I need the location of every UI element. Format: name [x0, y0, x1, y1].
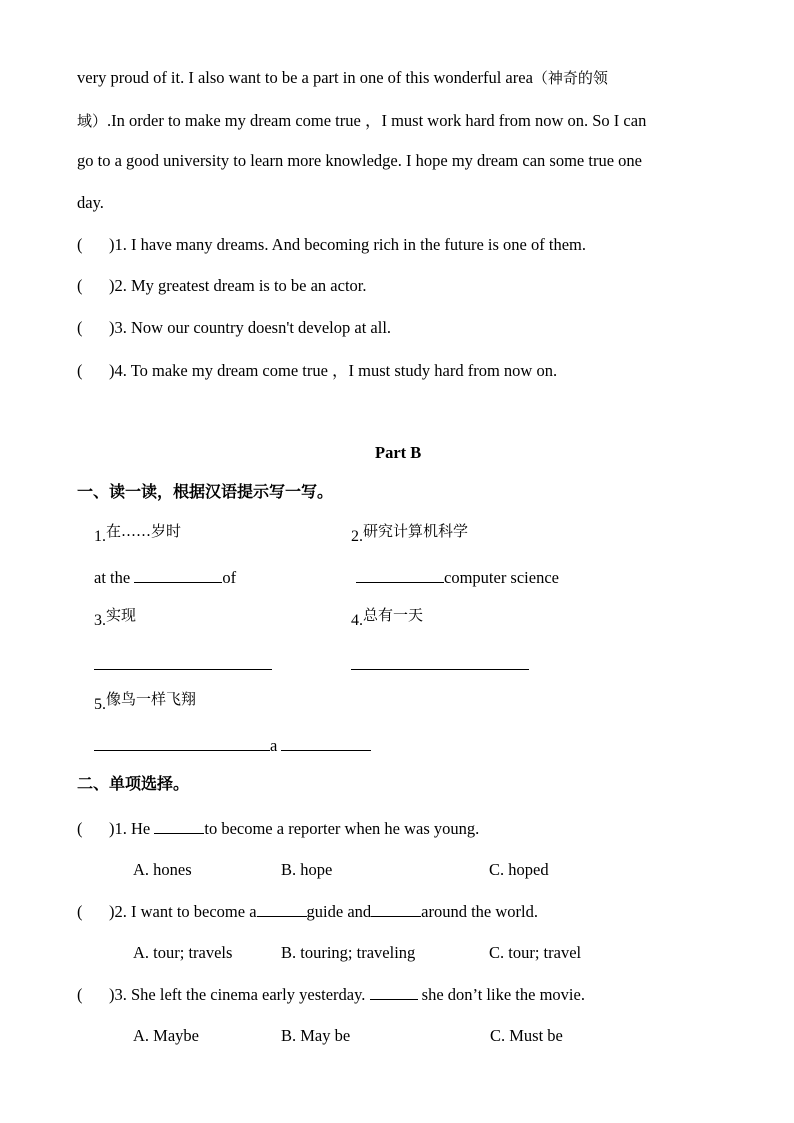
- section-1-title: 一、读一读，根据汉语提示写一写。: [77, 482, 334, 501]
- item-mid-text: a: [270, 736, 282, 755]
- answer-paren[interactable]: (: [77, 819, 83, 838]
- question-mid-text: guide and: [306, 902, 372, 921]
- answer-paren[interactable]: (: [77, 361, 83, 380]
- mc-question-2: [77, 901, 538, 922]
- item-4-prompt: [351, 606, 424, 631]
- mc-2-option-c[interactable]: C. tour; travel: [489, 943, 582, 962]
- mc-1-option-a[interactable]: A. hones: [133, 860, 192, 879]
- tf-question-3: [77, 318, 391, 338]
- answer-blank[interactable]: [257, 901, 307, 917]
- item-4-answer-blank[interactable]: [351, 669, 529, 670]
- tf-question-1: [77, 235, 586, 255]
- item-chinese-hint: 在……岁时: [106, 522, 182, 540]
- tf-question-text: )2. My greatest dream is to be an actor.: [109, 276, 367, 295]
- item-number: 3.: [94, 612, 106, 629]
- passage-line-2: [77, 111, 646, 131]
- passage-line-1-cjk: （神奇的领: [532, 69, 608, 87]
- item-post-text: computer science: [444, 568, 559, 587]
- section-2-title: 二、单项选择。: [77, 774, 190, 793]
- item-chinese-hint: 总有一天: [363, 606, 424, 624]
- answer-blank[interactable]: [371, 901, 421, 917]
- mc-3-option-a[interactable]: A. Maybe: [133, 1026, 199, 1045]
- answer-paren[interactable]: (: [77, 318, 83, 337]
- mc-1-option-b[interactable]: B. hope: [281, 860, 333, 879]
- passage-line-1-text: very proud of it. I also want to be a part in one of this wonderful area: [77, 68, 533, 87]
- tf-question-text: )3. Now our country doesn't develop at all.: [109, 318, 392, 337]
- item-chinese-hint: 研究计算机科学: [363, 522, 469, 540]
- question-post-text: she don’t like the movie.: [417, 985, 585, 1004]
- mc-2-option-b[interactable]: B. touring; traveling: [281, 943, 416, 962]
- item-3-answer-blank[interactable]: [94, 669, 272, 670]
- tf-question-4: [77, 361, 557, 381]
- mc-3-option-b[interactable]: B. May be: [281, 1026, 351, 1045]
- item-chinese-hint: 实现: [106, 606, 137, 624]
- mc-question-3: [77, 984, 585, 1005]
- item-1-answer-line: [94, 567, 236, 588]
- answer-blank[interactable]: [370, 984, 418, 1000]
- item-number: 5.: [94, 696, 106, 713]
- item-3-prompt: [94, 606, 137, 631]
- passage-line-1: [77, 68, 608, 88]
- item-2-prompt: [351, 522, 469, 547]
- question-post-text: to become a reporter when he was young.: [204, 819, 480, 838]
- item-number: 1.: [94, 528, 106, 545]
- answer-paren[interactable]: (: [77, 276, 83, 295]
- question-pre-text: )2. I want to become a: [109, 902, 257, 921]
- answer-blank[interactable]: [281, 735, 371, 751]
- answer-paren[interactable]: (: [77, 902, 83, 921]
- answer-blank[interactable]: [356, 567, 444, 583]
- item-number: 4.: [351, 612, 363, 629]
- tf-question-text: )1. I have many dreams. And becoming rich in the future is one of them.: [109, 235, 586, 254]
- question-post-text: around the world.: [421, 902, 538, 921]
- answer-blank[interactable]: [154, 818, 204, 834]
- item-5-answer-line: [94, 735, 371, 756]
- mc-2-option-a[interactable]: A. tour; travels: [133, 943, 233, 962]
- item-chinese-hint: 像鸟一样飞翔: [106, 690, 197, 708]
- item-number: 2.: [351, 528, 363, 545]
- item-pre-text: at the: [94, 568, 135, 587]
- tf-question-text: )4. To make my dream come true ，I must study hard from now on.: [109, 361, 558, 380]
- answer-blank[interactable]: [94, 735, 270, 751]
- item-2-answer-line: [356, 567, 559, 588]
- tf-question-2: [77, 276, 367, 296]
- passage-line-3: go to a good university to learn more knowledge. I hope my dream can some true one: [77, 151, 642, 170]
- mc-3-option-c[interactable]: C. Must be: [490, 1026, 563, 1045]
- part-b-title: Part B: [375, 443, 422, 462]
- item-5-prompt: [94, 690, 197, 715]
- answer-paren[interactable]: (: [77, 235, 83, 254]
- question-pre-text: )1. He: [109, 819, 155, 838]
- answer-paren[interactable]: (: [77, 985, 83, 1004]
- item-1-prompt: [94, 522, 182, 547]
- passage-line-2-text: .In order to make my dream come true ，I must work hard from now on. So I can: [107, 111, 647, 130]
- passage-line-2-cjk: 域）: [77, 112, 108, 130]
- question-pre-text: )3. She left the cinema early yesterday.: [109, 985, 370, 1004]
- mc-question-1: [77, 818, 479, 839]
- passage-line-4: day.: [77, 193, 104, 212]
- item-post-text: of: [222, 568, 237, 587]
- mc-1-option-c[interactable]: C. hoped: [489, 860, 549, 879]
- answer-blank[interactable]: [134, 567, 222, 583]
